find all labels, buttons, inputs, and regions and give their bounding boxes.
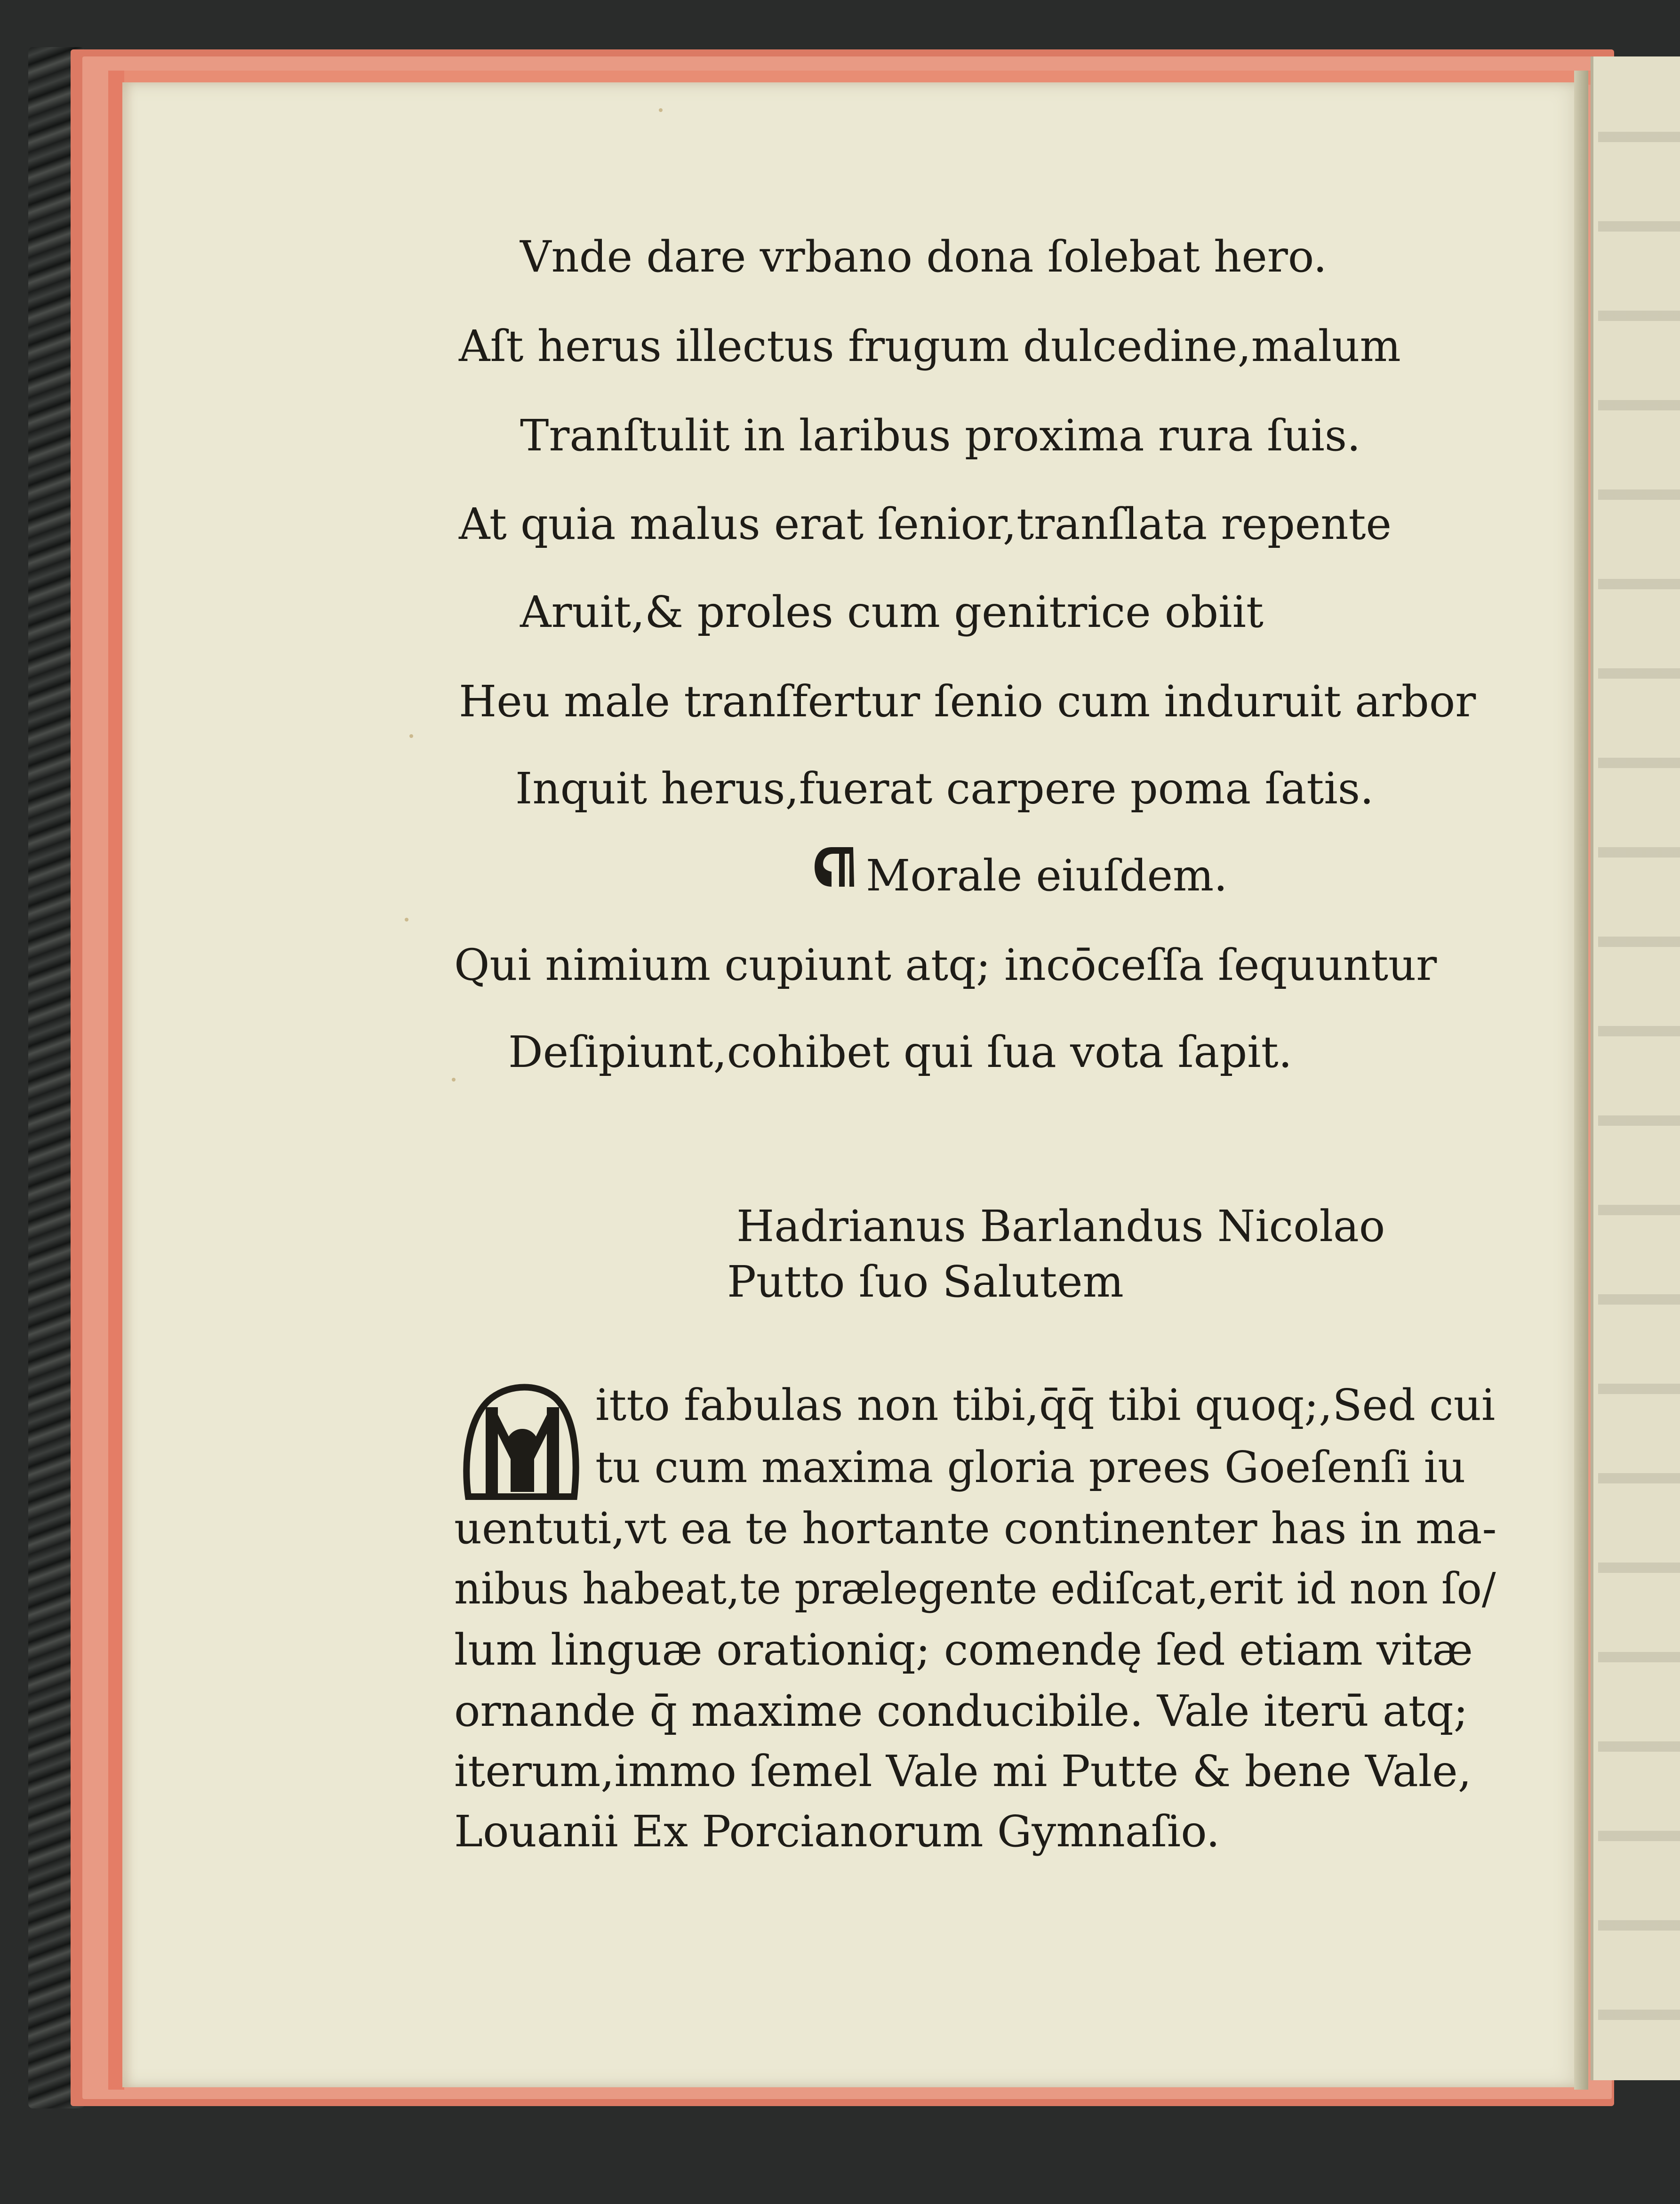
moral-line: Deſipiunt,cohibet qui ſua vota ſapit.: [508, 1027, 1292, 1077]
foxing-spot: [659, 108, 663, 112]
letter-line: Louanii Ex Porcianorum Gymnaſio.: [454, 1806, 1220, 1857]
red-edge-left: [108, 71, 124, 2090]
decorated-initial: [459, 1379, 586, 1501]
verse-line: Aruit,& proles cum genitrice obiit: [520, 587, 1264, 637]
letter-line: ornande q̄ maxime conducibile. Vale iterū atq;: [454, 1686, 1468, 1736]
letter-heading: Hadrianus Barlandus Nicolao: [736, 1201, 1385, 1251]
facing-page: [1591, 56, 1680, 2080]
verse-line: Heu male tranſfertur ſenio cum induruit arbor: [459, 676, 1476, 727]
verse-line: Tranſtulit in laribus proxima rura ſuis.: [520, 410, 1361, 461]
verse-line: At quia malus erat ſenior,tranſlata repente: [459, 499, 1392, 549]
gutter: [1574, 71, 1588, 2090]
letter-line: itto fabulas non tibi,q̄q̄ tibi quoq;,Sed cui: [595, 1380, 1496, 1430]
moral-line: Qui nimium cupiunt atq; incōceſſa ſequuntur: [454, 940, 1437, 990]
letter-heading: Putto ſuo Salutem: [727, 1257, 1124, 1307]
letter-line: nibus habeat,te prælegente ediſcat,erit id non ſo/: [454, 1563, 1496, 1614]
moral-heading: Morale eiuſdem.: [866, 850, 1228, 901]
foxing-spot: [409, 734, 413, 738]
letter-line: iterum,immo ſemel Vale mi Putte & bene Vale,: [454, 1746, 1472, 1796]
verse-line: Aſt herus illectus frugum dulcedine,malum: [459, 321, 1401, 371]
initial-frame-icon: [459, 1379, 586, 1501]
letter-line: tu cum maxima gloria prees Goeſenſi iu: [595, 1442, 1466, 1492]
foxing-spot: [405, 918, 408, 922]
pilcrow-icon: [812, 843, 859, 890]
foxing-spot: [452, 1078, 456, 1082]
verse-line: Inquit herus,fuerat carpere poma ſatis.: [515, 763, 1374, 814]
letter-line: uentuti,vt ea te hortante continenter has in ma-: [454, 1503, 1497, 1554]
verse-line: Vnde dare vrbano dona ſolebat hero.: [520, 232, 1327, 282]
show-through-text: [1598, 56, 1680, 2080]
letter-line: lum linguæ orationiq; comendę ſed etiam vitæ: [454, 1625, 1473, 1675]
